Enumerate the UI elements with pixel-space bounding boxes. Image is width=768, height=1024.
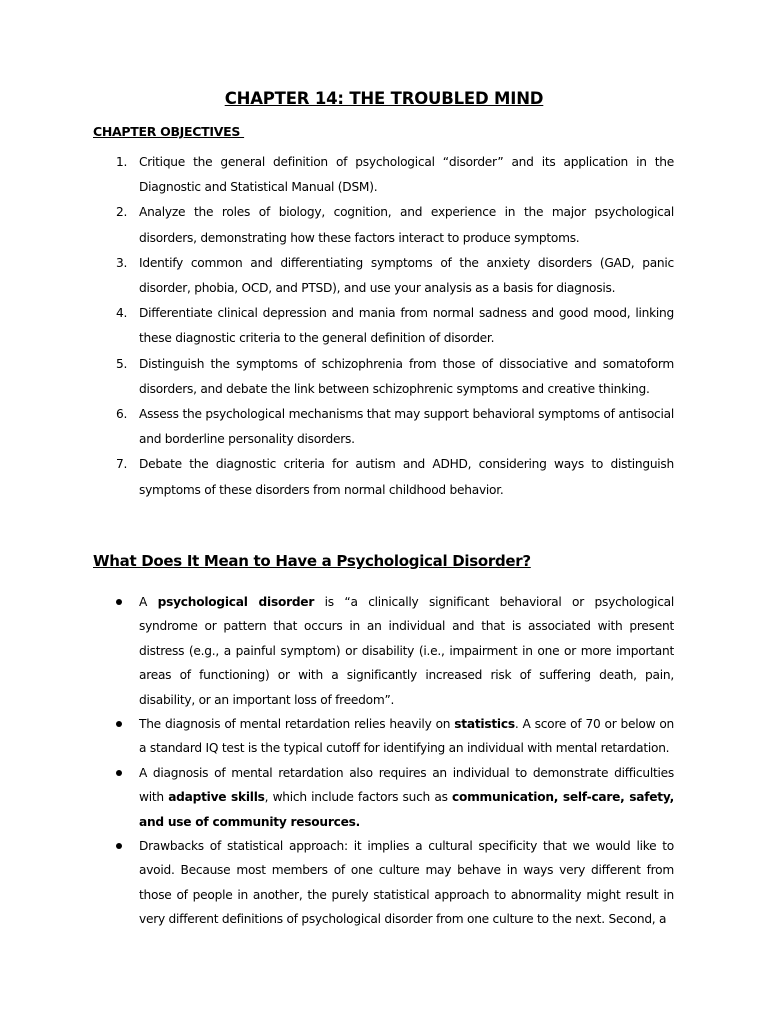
objective-text: Differentiate clinical depression and mania from normal sadness and good mood, linking these diagnostic criteria to the general definition of disorder. [139,306,674,346]
objective-number: 4. [116,306,128,321]
bullet-icon [116,770,122,776]
objective-item [93,452,674,502]
bullet-item [93,712,674,761]
bullet-item [93,590,674,712]
objective-text: Critique the general definition of psychological “disorder” and its application in the Diagnostic and Statistical Manual (DSM). [139,155,674,195]
objective-item [93,352,674,402]
objective-item [93,200,674,250]
bullet-icon [116,599,122,605]
objective-text: Identify common and differentiating symptoms of the anxiety disorders (GAD, panic disorder, phobia, OCD, and PTSD), and use your analysis as a basis for diagnosis. [139,255,674,296]
objective-number: 3. [116,255,128,270]
bullet-item [93,834,674,932]
bullet-text: . A score of 70 or below on a standard IQ test is the typical cutoff for identifying an individual with mental retardation. [139,717,674,756]
objective-text: Distinguish the symptoms of schizophrenia from those of dissociative and somatoform disorders, and debate the link between schizophrenic symptoms and creative thinking. [139,356,674,396]
objectives-list [93,150,674,503]
section-heading: What Does It Mean to Have a Psychological Disorder? [93,552,531,570]
bullet-icon [116,721,122,727]
objective-item [93,301,674,351]
objective-text: Analyze the roles of biology, cognition, and experience in the major psychological disorders, demonstrating how these factors interact to produce symptoms. [139,205,674,245]
objective-text: Assess the psychological mechanisms that may support behavioral symptoms of antisocial and borderline personality disorders. [139,407,674,447]
bold-term: psychological disorder [157,595,315,609]
bullet-text: A diagnosis of mental retardation also requires an individual to demonstrate difficulties with [139,765,674,805]
objective-item [93,150,674,200]
objective-number: 2. [116,205,128,220]
objective-number: 1. [116,155,128,169]
objective-text: Debate the diagnostic criteria for autism and ADHD, considering ways to distinguish symptoms of these disorders from normal childhood behavior. [139,457,674,497]
objective-item [93,402,674,452]
bold-term: statistics [454,717,515,732]
bullet-text: The diagnosis of mental retardation relies heavily on [139,717,455,732]
bullet-item [93,761,674,834]
chapter-title: CHAPTER 14: THE TROUBLED MIND [224,89,544,108]
objective-number: 5. [116,356,128,371]
bullet-text: Drawbacks of statistical approach: it implies a cultural specificity that we would like to avoid. Because most members of one culture may behave in ways very different from those of people in another, the purely statistical approach to abnormality might result in very different definitions of psychological disorder from one culture to the next. Second, a [139,839,674,927]
objectives-heading: CHAPTER OBJECTIVES [93,124,245,139]
objective-number: 6. [116,407,128,422]
bullet-text: , which include factors such as [264,790,452,805]
definition-bullet-list [93,590,674,932]
bold-term: communication, self-care, safety, and use of community resources. [139,790,674,829]
bullet-icon [116,843,122,849]
objective-number: 7. [116,457,128,472]
bold-term: adaptive skills [168,790,265,805]
bullet-text: A [139,595,158,609]
bullet-text: is “a clinically significant behavioral or psychological syndrome or pattern that occurs in an individual and that is associated with present distress (e.g., a painful symptom) or disability (i.e., impairment in one or more important areas of functioning) or with a significantly increased risk of suffering death, pain, disability, or an important loss of freedom”. [139,595,674,707]
objective-item [93,251,674,301]
